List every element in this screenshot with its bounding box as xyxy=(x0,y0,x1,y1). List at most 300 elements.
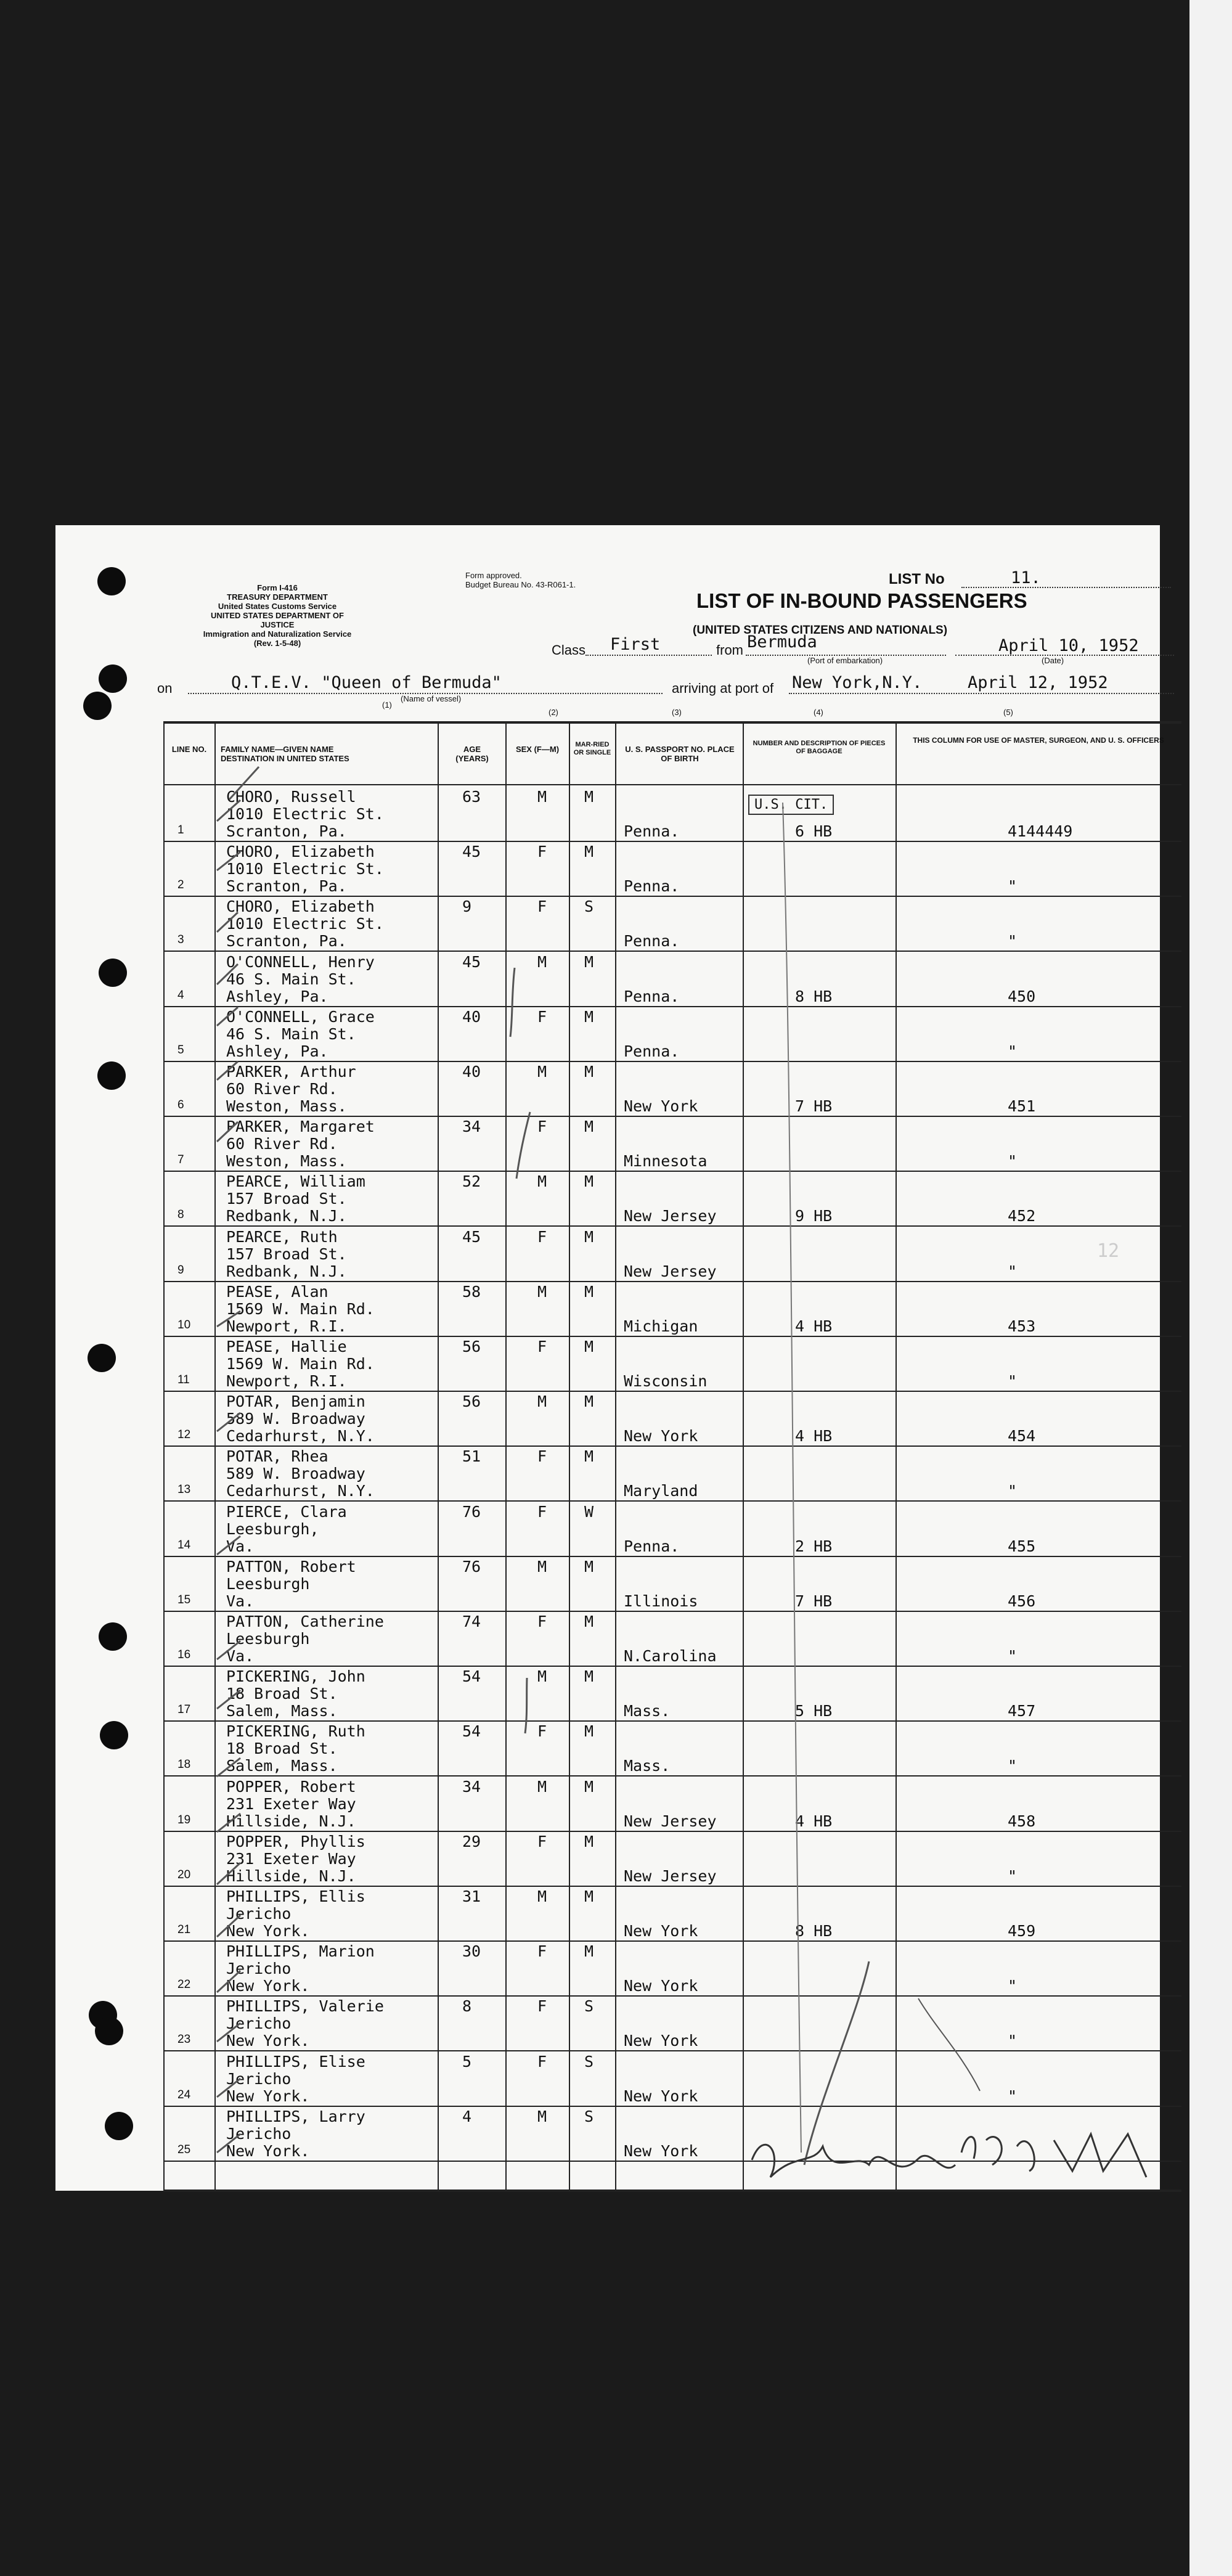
address-line-2: Newport, R.I. xyxy=(226,1372,347,1390)
marital-status: M xyxy=(584,788,594,806)
age: 40 xyxy=(462,1008,481,1026)
arrival-date: April 12, 1952 xyxy=(968,673,1108,692)
list-number: 11. xyxy=(1011,568,1041,587)
line-number: 1 xyxy=(177,824,184,836)
line-number: 14 xyxy=(177,1539,191,1552)
address-line-2: Weston, Mass. xyxy=(226,1152,347,1170)
passenger-name: PICKERING, John xyxy=(226,1667,365,1685)
address-line-1: 589 W. Broadway xyxy=(226,1410,365,1428)
passenger-name: O'CONNELL, Henry xyxy=(226,953,375,971)
address-line-1: 1569 W. Main Rd. xyxy=(226,1300,375,1318)
sex: F xyxy=(537,1503,547,1521)
address-line-1: 46 S. Main St. xyxy=(226,1025,356,1043)
age: 45 xyxy=(462,843,481,861)
officer-number: 457 xyxy=(1008,1702,1036,1720)
from-label: from xyxy=(716,642,743,658)
age: 8 xyxy=(462,1997,472,2015)
officer-number: " xyxy=(1008,1647,1018,1665)
address-line-2: Cedarhurst, N.Y. xyxy=(226,1427,375,1445)
marital-status: M xyxy=(584,1338,594,1355)
on-label: on xyxy=(157,681,173,696)
scanner-edge xyxy=(1189,0,1232,2576)
marital-status: M xyxy=(584,1613,594,1630)
check-mark xyxy=(217,2023,240,2042)
marital-status: M xyxy=(584,1778,594,1796)
passenger-name: CHORO, Elizabeth xyxy=(226,898,375,915)
address-line-2: Weston, Mass. xyxy=(226,1097,347,1115)
officer-number: 451 xyxy=(1008,1097,1036,1115)
place-of-birth: Penna. xyxy=(624,932,680,950)
address-line-1: 231 Exeter Way xyxy=(226,1850,356,1868)
passenger-name: POPPER, Robert xyxy=(226,1778,356,1796)
baggage: 9 HB xyxy=(795,1207,833,1225)
address-line-1: 60 River Rd. xyxy=(226,1080,338,1098)
place-of-birth: Mass. xyxy=(624,1702,671,1720)
place-of-birth: New York xyxy=(624,1427,698,1445)
departure-date: April 10, 1952 xyxy=(998,636,1139,655)
age: 30 xyxy=(462,1942,481,1960)
passenger-name: O'CONNELL, Grace xyxy=(226,1008,375,1026)
place-of-birth: Penna. xyxy=(624,1042,680,1060)
place-of-birth: Maryland xyxy=(624,1482,698,1500)
address-line-1: Jericho xyxy=(226,1960,292,1977)
passenger-name: POTAR, Benjamin xyxy=(226,1392,365,1410)
address-line-1: Jericho xyxy=(226,1905,292,1923)
vessel-name: Q.T.E.V. "Queen of Bermuda" xyxy=(231,673,502,692)
signature-text xyxy=(857,2135,927,2142)
manifest-page xyxy=(55,525,1164,2191)
embark-caption: (Port of embarkation) xyxy=(807,656,883,665)
passenger-name: PARKER, Arthur xyxy=(226,1063,356,1081)
address-line-2: Ashley, Pa. xyxy=(226,1042,328,1060)
marital-status: M xyxy=(584,1722,594,1740)
age: 76 xyxy=(462,1503,481,1521)
document-subtitle: (UNITED STATES CITIZENS AND NATIONALS) xyxy=(693,624,948,637)
check-mark xyxy=(217,1641,240,1659)
baggage: 4 HB xyxy=(795,1427,833,1445)
marital-status: S xyxy=(584,2053,594,2071)
check-mark xyxy=(217,1863,240,1884)
age: 29 xyxy=(462,1833,481,1850)
address-line-2: Scranton, Pa. xyxy=(226,822,347,840)
sex: M xyxy=(537,1392,547,1410)
address-line-2: Hillside, N.J. xyxy=(226,1812,356,1830)
col-5-number: (5) xyxy=(1003,708,1013,717)
col-1-number: (1) xyxy=(382,700,392,709)
address-line-1: 589 W. Broadway xyxy=(226,1465,365,1482)
age: 5 xyxy=(462,2053,472,2071)
line-number: 4 xyxy=(177,989,184,1002)
passenger-name: PEARCE, William xyxy=(226,1172,365,1190)
officer-number: " xyxy=(1008,1262,1018,1280)
place-of-birth: Minnesota xyxy=(624,1152,708,1170)
age: 40 xyxy=(462,1063,481,1081)
sex: F xyxy=(537,1833,547,1850)
address-line-2: Scranton, Pa. xyxy=(226,932,347,950)
passenger-name: PEARCE, Ruth xyxy=(226,1228,338,1246)
address-line-1: 231 Exeter Way xyxy=(226,1795,356,1813)
address-line-1: 1569 W. Main Rd. xyxy=(226,1355,375,1373)
officer-number: 453 xyxy=(1008,1317,1036,1335)
address-line-2: Hillside, N.J. xyxy=(226,1867,356,1885)
officer-number: 452 xyxy=(1008,1207,1036,1225)
header-line-no: LINE NO. xyxy=(171,745,207,754)
place-of-birth: New York xyxy=(624,2032,698,2050)
address-line-1: Leesburgh xyxy=(226,1575,310,1593)
age: 54 xyxy=(462,1722,481,1740)
approved-text: Form approved. xyxy=(465,571,522,580)
check-mark xyxy=(217,1311,240,1327)
check-mark xyxy=(217,912,238,932)
sex: M xyxy=(537,1778,547,1796)
sex: M xyxy=(537,1172,547,1190)
address-line-1: 46 S. Main St. xyxy=(226,970,356,988)
passenger-name: PATTON, Catherine xyxy=(226,1613,384,1630)
passenger-name: POTAR, Rhea xyxy=(226,1447,328,1465)
age: 31 xyxy=(462,1887,481,1905)
marital-status: S xyxy=(584,2108,594,2125)
line-number: 13 xyxy=(177,1483,191,1496)
place-of-birth: Mass. xyxy=(624,1757,671,1775)
address-line-1: 18 Broad St. xyxy=(226,1740,338,1757)
address-line-1: Jericho xyxy=(226,2070,292,2088)
sex: F xyxy=(537,1447,547,1465)
line-number: 5 xyxy=(177,1044,184,1057)
check-mark xyxy=(217,1915,240,1937)
sex: M xyxy=(537,1063,547,1081)
line-number: 3 xyxy=(177,933,184,946)
line-number: 6 xyxy=(177,1098,184,1111)
marital-status: M xyxy=(584,1887,594,1905)
line-number: 16 xyxy=(177,1648,191,1661)
age: 63 xyxy=(462,788,481,806)
baggage: 4 HB xyxy=(795,1317,833,1335)
line-number: 2 xyxy=(177,878,184,891)
vessel-caption: (Name of vessel) xyxy=(401,694,462,703)
arrival-port: New York,N.Y. xyxy=(792,673,923,692)
age: 74 xyxy=(462,1613,481,1630)
line-number: 17 xyxy=(177,1703,191,1716)
officer-number: 450 xyxy=(1008,987,1036,1005)
sex: M xyxy=(537,1887,547,1905)
officer-number: " xyxy=(1008,932,1018,950)
address-line-2: Va. xyxy=(226,1647,255,1665)
place-of-birth: Penna. xyxy=(624,877,680,895)
ins-service: Immigration and Naturalization Service xyxy=(203,629,352,639)
document-title: LIST OF IN-BOUND PASSENGERS xyxy=(696,589,1027,612)
marital-status: M xyxy=(584,1833,594,1850)
officer-number: 4144449 xyxy=(1008,822,1073,840)
justice-dept: UNITED STATES DEPARTMENT OF JUSTICE xyxy=(211,611,344,629)
sex: F xyxy=(537,1613,547,1630)
officer-number: " xyxy=(1008,1152,1018,1170)
check-mark xyxy=(217,1971,240,1992)
passenger-name: PEASE, Alan xyxy=(226,1283,328,1301)
passenger-name: PHILLIPS, Marion xyxy=(226,1942,375,1960)
sex: F xyxy=(537,1118,547,1135)
officer-number: " xyxy=(1008,2087,1018,2105)
line-number: 11 xyxy=(177,1373,190,1386)
header-baggage: NUMBER AND DESCRIPTION OF PIECES OF BAGGAGE xyxy=(753,740,886,755)
class-label: Class xyxy=(552,642,586,658)
officer-number: " xyxy=(1008,2032,1018,2050)
sex: F xyxy=(537,1228,547,1246)
header-married: MAR-RIED OR SINGLE xyxy=(573,741,611,756)
officer-number: 458 xyxy=(1008,1812,1036,1830)
address-line-2: Va. xyxy=(226,1592,255,1610)
place-of-birth: N.Carolina xyxy=(624,1647,717,1665)
sex: F xyxy=(537,843,547,861)
form-number: Form I-416 xyxy=(257,583,298,592)
place-of-birth: Wisconsin xyxy=(624,1372,708,1390)
marital-status: M xyxy=(584,1063,594,1081)
officer-number: 454 xyxy=(1008,1427,1036,1445)
passenger-name: PARKER, Margaret xyxy=(226,1118,375,1135)
line-number: 8 xyxy=(177,1208,184,1221)
place-of-birth: New York xyxy=(624,1097,698,1115)
budget-bureau-text: Budget Bureau No. 43-R061-1. xyxy=(465,580,576,589)
check-mark xyxy=(217,1122,238,1142)
ink-annotations xyxy=(55,525,1160,2191)
baggage: 6 HB xyxy=(795,822,833,840)
sex: F xyxy=(537,1722,547,1740)
address-line-1: 157 Broad St. xyxy=(226,1245,347,1263)
age: 56 xyxy=(462,1338,481,1355)
officer-number: " xyxy=(1008,877,1018,895)
age: 56 xyxy=(462,1392,481,1410)
line-number: 19 xyxy=(177,1813,191,1826)
age: 45 xyxy=(462,953,481,971)
passenger-name: PHILLIPS, Elise xyxy=(226,2053,365,2071)
header-passport: U. S. PASSPORT NO. PLACE OF BIRTH xyxy=(625,745,735,763)
place-of-birth: New Jersey xyxy=(624,1812,717,1830)
embark-port: Bermuda xyxy=(747,632,817,652)
place-of-birth: Illinois xyxy=(624,1592,698,1610)
address-line-2: Cedarhurst, N.Y. xyxy=(226,1482,375,1500)
passenger-name: CHORO, Elizabeth xyxy=(226,843,375,861)
line-number: 23 xyxy=(177,2033,191,2046)
sex: F xyxy=(537,2053,547,2071)
place-of-birth: New Jersey xyxy=(624,1867,717,1885)
passenger-name: PHILLIPS, Valerie xyxy=(226,1997,384,2015)
marital-status: M xyxy=(584,953,594,971)
marital-status: M xyxy=(584,843,594,861)
header-sex: SEX (F—M) xyxy=(515,745,560,754)
address-line-1: 1010 Electric St. xyxy=(226,860,384,878)
sex: M xyxy=(537,2108,547,2125)
marital-status: M xyxy=(584,1447,594,1465)
age: 58 xyxy=(462,1283,481,1301)
officer-number: 459 xyxy=(1008,1922,1036,1940)
line-number: 15 xyxy=(177,1593,191,1606)
passenger-name: PIERCE, Clara xyxy=(226,1503,347,1521)
line-number: 12 xyxy=(177,1428,191,1441)
address-line-1: Jericho xyxy=(226,2125,292,2143)
line-number: 25 xyxy=(177,2143,191,2156)
officer-number: " xyxy=(1008,1372,1018,1390)
line-number: 10 xyxy=(177,1319,191,1331)
line-number: 24 xyxy=(177,2088,191,2101)
check-mark xyxy=(217,2134,240,2153)
signature-ink xyxy=(752,2145,955,2177)
place-of-birth: Penna. xyxy=(624,1537,680,1555)
marital-status: M xyxy=(584,1942,594,1960)
line-number: 9 xyxy=(177,1264,184,1277)
age: 54 xyxy=(462,1667,481,1685)
date-caption: (Date) xyxy=(1042,656,1064,665)
officer-number: 455 xyxy=(1008,1537,1036,1555)
marital-status: M xyxy=(584,1392,594,1410)
address-line-1: 18 Broad St. xyxy=(226,1685,338,1703)
marital-status: M xyxy=(584,1118,594,1135)
citizen-stamp: U.S. CIT. xyxy=(748,795,834,815)
passenger-name: PICKERING, Ruth xyxy=(226,1722,365,1740)
line-number: 22 xyxy=(177,1978,191,1991)
line-number: 20 xyxy=(177,1868,191,1881)
header-name: FAMILY NAME—GIVEN NAME DESTINATION IN UNITED STATES xyxy=(221,745,349,763)
check-mark xyxy=(217,1007,238,1026)
col-2-number: (2) xyxy=(549,708,558,717)
baggage: 7 HB xyxy=(795,1097,833,1115)
passenger-name: PHILLIPS, Larry xyxy=(226,2108,365,2125)
form-revision: (Rev. 1-5-48) xyxy=(253,639,301,648)
place-of-birth: New Jersey xyxy=(624,1207,717,1225)
check-mark xyxy=(217,1061,238,1080)
sex: F xyxy=(537,1008,547,1026)
officer-number: " xyxy=(1008,1042,1018,1060)
place-of-birth: Penna. xyxy=(624,822,680,840)
check-mark xyxy=(217,1690,240,1709)
header-age: AGE (YEARS) xyxy=(455,745,489,763)
check-mark xyxy=(217,800,240,821)
marital-status: S xyxy=(584,1997,594,2015)
marital-status: M xyxy=(584,1667,594,1685)
marital-status: S xyxy=(584,898,594,915)
address-line-2: Ashley, Pa. xyxy=(226,987,328,1005)
check-mark xyxy=(217,964,238,984)
sex: F xyxy=(537,1997,547,2015)
marital-status: M xyxy=(584,1558,594,1576)
marital-status: M xyxy=(584,1008,594,1026)
customs-service: United States Customs Service xyxy=(218,602,337,611)
address-line-2: Salem, Mass. xyxy=(226,1757,338,1775)
address-line-1: Jericho xyxy=(226,2014,292,2032)
place-of-birth: New York xyxy=(624,1977,698,1995)
officer-number: " xyxy=(1008,1867,1018,1885)
baggage: 7 HB xyxy=(795,1592,833,1610)
address-line-2: Scranton, Pa. xyxy=(226,877,347,895)
place-of-birth: New York xyxy=(624,2087,698,2105)
address-line-1: 60 River Rd. xyxy=(226,1135,338,1153)
place-of-birth: Michigan xyxy=(624,1317,698,1335)
officer-number: " xyxy=(1008,1977,1018,1995)
address-line-1: 157 Broad St. xyxy=(226,1190,347,1208)
line-number: 21 xyxy=(177,1923,191,1936)
address-line-2: New York. xyxy=(226,1977,310,1995)
age: 51 xyxy=(462,1447,481,1465)
marital-status: W xyxy=(584,1503,594,1521)
baggage: 8 HB xyxy=(795,1922,833,1940)
passenger-name: POPPER, Phyllis xyxy=(226,1833,365,1850)
sex: F xyxy=(537,1338,547,1355)
sex: M xyxy=(537,788,547,806)
officer-number: " xyxy=(1008,1757,1018,1775)
officer-number: 456 xyxy=(1008,1592,1036,1610)
age: 52 xyxy=(462,1172,481,1190)
passenger-name: CHORO, Russell xyxy=(226,788,356,806)
age: 4 xyxy=(462,2108,472,2125)
place-of-birth: New Jersey xyxy=(624,1262,717,1280)
officer-number: " xyxy=(1008,1482,1018,1500)
check-mark xyxy=(217,2079,240,2097)
baggage: 4 HB xyxy=(795,1812,833,1830)
address-line-2: New York. xyxy=(226,1922,310,1940)
address-line-2: Redbank, N.J. xyxy=(226,1262,347,1280)
age: 45 xyxy=(462,1228,481,1246)
address-line-2: New York. xyxy=(226,2087,310,2105)
marital-status: M xyxy=(584,1172,594,1190)
sex: F xyxy=(537,1942,547,1960)
baggage: 2 HB xyxy=(795,1537,833,1555)
passenger-name: PATTON, Robert xyxy=(226,1558,356,1576)
marital-status: M xyxy=(584,1283,594,1301)
address-line-2: Salem, Mass. xyxy=(226,1702,338,1720)
address-line-2: Va. xyxy=(226,1537,255,1555)
check-mark xyxy=(217,1813,240,1832)
check-mark xyxy=(217,1536,240,1555)
col-4-number: (4) xyxy=(814,708,823,717)
age: 34 xyxy=(462,1778,481,1796)
address-line-2: New York. xyxy=(226,2032,310,2050)
place-of-birth: Penna. xyxy=(624,987,680,1005)
margin-note: 12 xyxy=(1097,1240,1120,1262)
sex: F xyxy=(537,898,547,915)
arriving-label: arriving at port of xyxy=(672,681,774,696)
sex: M xyxy=(537,953,547,971)
address-line-2: Redbank, N.J. xyxy=(226,1207,347,1225)
sex: M xyxy=(537,1558,547,1576)
marital-status: M xyxy=(584,1228,594,1246)
check-mark xyxy=(217,852,240,870)
address-line-2: Newport, R.I. xyxy=(226,1317,347,1335)
header-officers: THIS COLUMN FOR USE OF MASTER, SURGEON, AND U. S. OFFICERS xyxy=(913,736,1164,745)
address-line-1: Leesburgh, xyxy=(226,1520,319,1538)
class-value: First xyxy=(610,635,661,654)
check-mark xyxy=(217,1413,240,1431)
passenger-name: PHILLIPS, Ellis xyxy=(226,1887,365,1905)
place-of-birth: New York xyxy=(624,2142,698,2160)
treasury-dept: TREASURY DEPARTMENT xyxy=(227,592,328,602)
baggage: 8 HB xyxy=(795,987,833,1005)
address-line-1: Leesburgh xyxy=(226,1630,310,1648)
list-no-label: LIST No xyxy=(889,571,945,587)
place-of-birth: New York xyxy=(624,1922,698,1940)
line-number: 7 xyxy=(177,1153,184,1166)
passenger-name: PEASE, Hallie xyxy=(226,1338,347,1355)
age: 76 xyxy=(462,1558,481,1576)
age: 9 xyxy=(462,898,472,915)
baggage: 5 HB xyxy=(795,1702,833,1720)
age: 34 xyxy=(462,1118,481,1135)
check-mark xyxy=(217,1758,240,1777)
address-line-1: 1010 Electric St. xyxy=(226,805,384,823)
line-number: 18 xyxy=(177,1758,191,1771)
col-3-number: (3) xyxy=(672,708,682,717)
address-line-2: New York. xyxy=(226,2142,310,2160)
sex: M xyxy=(537,1667,547,1685)
address-line-1: 1010 Electric St. xyxy=(226,915,384,933)
check-mark xyxy=(229,767,259,799)
